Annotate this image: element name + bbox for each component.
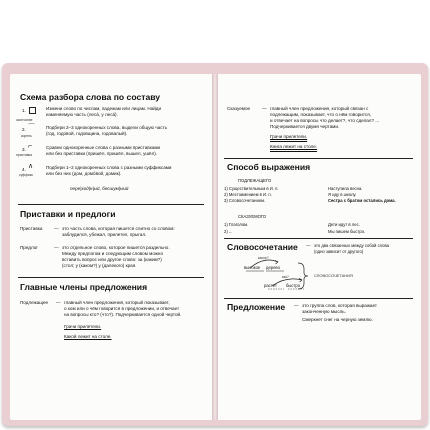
example-sentence: Книга лежит на столе. <box>270 144 318 149</box>
divider <box>224 238 413 239</box>
symbol-caption: суффикс <box>19 173 34 177</box>
right-page <box>218 74 421 420</box>
definition-line: (одно зависит от другого) <box>314 249 364 254</box>
predicate-header: СКАЗУЕМОГО <box>238 214 267 219</box>
diagram-brace <box>296 262 310 290</box>
divider <box>18 277 204 278</box>
item-text-line: изменяемую часть (лесá, у лесá). <box>46 112 118 117</box>
term-dash: — <box>54 226 59 231</box>
expression-row-left: 2) ... <box>224 229 233 234</box>
definition-line: законченную мысль. <box>302 309 346 314</box>
diagram-word: высокое <box>244 265 261 270</box>
definition-line: вставить вопрос или другое слово: за (каким?) <box>62 257 162 262</box>
term-preposition: Предлог <box>20 245 38 250</box>
expression-row-left: 2) Местоимением в И. п. <box>224 192 272 197</box>
expression-row-left: 1) Существительным в И. п. <box>224 186 279 191</box>
symbol-caption: корень <box>21 134 32 138</box>
definition-line: заблудился, убежал, прилетел, прыгал. <box>62 232 147 237</box>
item-number: 4. <box>22 167 26 172</box>
analysis-example: пере|ход|н|ый, бесшум|ный <box>70 186 129 191</box>
item-text-line: или без приставки (пришёл, пришёл, вышел, ушёл). <box>46 151 158 156</box>
item-text-line: Подбери 1–2 однокоренных слова с разными суффиксами <box>46 165 172 170</box>
expression-row-left: 3) Словосочетанием. <box>224 198 266 203</box>
expression-row-right: Я иду в школу. <box>328 192 357 197</box>
definition-line: это группа слов, которая выражает <box>302 303 377 308</box>
subject-header: ПОДЛЕЖАЩЕГО <box>238 178 272 183</box>
term-dash: — <box>306 243 311 248</box>
expression-row-right: Мы пишем быстро. <box>328 229 366 234</box>
expression-row-right: Сестра с братом остались дома. <box>328 198 396 203</box>
term-dash: — <box>56 300 61 305</box>
section-title-main-parts: Главные члены предложения <box>20 282 148 292</box>
term-predicate: Сказуемое <box>227 106 251 111</box>
expression-row-left: 1) Глаголом. <box>224 222 249 227</box>
symbol-caption: приставка <box>16 153 32 157</box>
definition-line: на вопросы кто? (что?). Подчеркивается одной чертой. <box>64 312 182 317</box>
term-dash: — <box>294 303 299 308</box>
example-sentence: Смеркнет снег на черную землю. <box>302 317 373 322</box>
item-text-line: Сравни однокоренные слова с разными приставками <box>46 145 161 150</box>
definition-line: главный член предложения, который показывает, <box>64 300 170 305</box>
term-prefix: Приставка <box>20 226 43 231</box>
expression-row-right: Дети идут в лес. <box>328 222 360 227</box>
prefix-symbol-icon: ⌐ <box>28 143 33 150</box>
definition-line: главный член предложения, который связан с <box>270 106 369 111</box>
section-title-word-analysis: Схема разбора слова по составу <box>20 92 161 102</box>
term-dash: — <box>262 106 267 111</box>
definition-line: и отвечает на вопросы что делает?, что сделал? ... <box>270 118 380 123</box>
section-title-sentence: Предложение <box>227 302 286 312</box>
definition-line: подлежащим, показывает, что о нём говорится, <box>270 112 371 117</box>
diagram-word: дерево <box>266 265 280 270</box>
diagram-label: СЛОВОСОЧЕТАНИЯ <box>314 273 353 278</box>
definition-line: это отдельное слово, которое пишется раздельно. <box>62 245 170 250</box>
diagram-question: как? <box>282 275 289 279</box>
definition-line: Между предлогом и следующим словом можно <box>62 251 163 256</box>
item-text-line: или без них (дом, домóвой, домик). <box>46 171 122 176</box>
divider <box>224 158 413 159</box>
term-subject: Подлежащее <box>20 300 49 305</box>
diagram-word: растёт <box>264 283 277 288</box>
section-title-phrase: Словосочетание <box>227 242 298 252</box>
left-page <box>10 74 212 420</box>
example-sentence: Какой лежит на столе. <box>64 334 112 339</box>
item-text-line: (год, годовой, годовщина, годовалый). <box>46 131 128 136</box>
item-number: 1. <box>22 108 26 113</box>
ending-symbol-icon <box>29 107 36 114</box>
section-title-expression: Способ выражения <box>227 162 311 172</box>
root-symbol-icon: ⌒ <box>28 124 35 131</box>
item-number: 2. <box>22 127 26 132</box>
diagram-question: какое? <box>258 256 269 260</box>
definition-line: это два связанных между собой слова <box>314 243 389 248</box>
divider <box>224 298 413 299</box>
expression-row-right: Наступила весна. <box>328 186 363 191</box>
example-sentence: Грачи прилетели. <box>64 324 102 329</box>
item-text-line: Подбери 2–3 однокоренных слова, выдели общую часть <box>46 125 168 130</box>
definition-line: (стол; у (каком?) у (далекого) края. <box>62 263 137 268</box>
item-number: 3. <box>22 147 26 152</box>
item-text-line: Измени слово по числам, падежам или лицам. Найди <box>46 106 162 111</box>
section-title-prefixes: Приставки и предлоги <box>20 209 116 219</box>
definition-line: это часть слова, которая пишется слитно со словом: <box>62 226 175 231</box>
example-sentence: Грачи прилетели. <box>270 134 308 139</box>
suffix-symbol-icon: ∧ <box>28 163 34 170</box>
diagram-word: быстро <box>286 283 301 288</box>
definition-line: о ком или о чём говорится в предложении, и отвечает <box>64 306 180 311</box>
symbol-caption: окончание <box>16 118 33 122</box>
term-dash: — <box>54 245 59 250</box>
definition-line: Подчеркивается двумя чертами. <box>270 124 340 129</box>
divider <box>18 204 204 205</box>
